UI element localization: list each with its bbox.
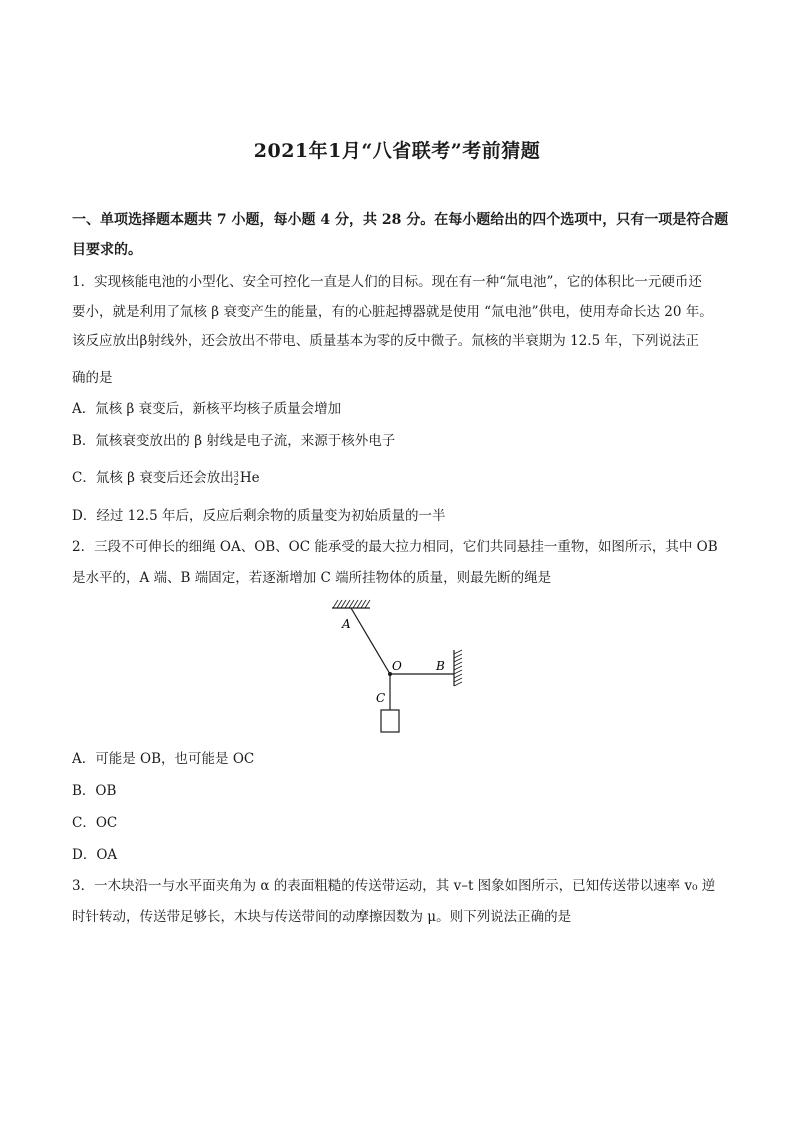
q2-line-1: 2．三段不可伸长的细绳 OA、OB、OC 能承受的最大拉力相同，它们共同悬挂一重物，如图所示，其中 OB bbox=[72, 539, 718, 555]
q1-option-a: A．氚核 β 衰变后，新核平均核子质量会增加 bbox=[72, 401, 342, 417]
q1-line-1: 1．实现核能电池的小型化、安全可控化一直是人们的目标。现在有一种“氚电池”，它的体积比一元硬币还 bbox=[72, 274, 702, 290]
q2-line-2: 是水平的，A 端、B 端固定，若逐渐增加 C 端所挂物体的质量，则最先断的绳是 bbox=[72, 570, 552, 586]
q2-option-d: D．OA bbox=[72, 847, 118, 863]
hanging-weight bbox=[381, 710, 399, 732]
q1-line-4: 确的是 bbox=[72, 370, 113, 386]
q2-option-a: A．可能是 OB，也可能是 OC bbox=[72, 751, 255, 767]
q3-line-2: 时针转动，传送带足够长，木块与传送带间的动摩擦因数为 μ。则下列说法正确的是 bbox=[72, 909, 572, 925]
q2-option-b: B．OB bbox=[72, 783, 117, 799]
label-b: B bbox=[436, 659, 445, 673]
q3-line-1: 3．一木块沿一与水平面夹角为 α 的表面粗糙的传送带运动，其 v–t 图象如图所示，已知传送带以速率 v₀ 逆 bbox=[72, 878, 716, 894]
wall-hatch bbox=[454, 650, 462, 686]
q1-line-2: 要小，就是利用了氚核 β 衰变产生的能量，有的心脏起搏器就是使用 “氚电池”供电，使用寿命长达 20 年。 bbox=[72, 304, 713, 320]
label-a: A bbox=[342, 617, 351, 631]
q1-option-c bbox=[72, 468, 260, 488]
label-c: C bbox=[376, 691, 386, 705]
q1-option-b: B．氚核衰变放出的 β 射线是电子流，来源于核外电子 bbox=[72, 433, 396, 449]
helium-charge-number: 2 bbox=[233, 477, 239, 487]
page-title: 2021年1月“八省联考”考前猜题 bbox=[253, 140, 541, 162]
helium-symbol: He bbox=[239, 470, 260, 486]
q1-option-d: D．经过 12.5 年后，反应后剩余物的质量变为初始质量的一半 bbox=[72, 508, 446, 524]
section-heading: 一、单项选择题本题共 7 小题，每小题 4 分，共 28 分。在每小题给出的四个选项中，只有一项是符合题目要求的。 bbox=[72, 212, 729, 258]
ceiling-hatch bbox=[333, 600, 370, 608]
q2-option-c: C．OC bbox=[72, 815, 118, 831]
q1-option-c-text: C．氚核 β 衰变后还会放出 bbox=[72, 470, 234, 486]
rope-oa bbox=[351, 608, 390, 674]
rope-diagram bbox=[320, 598, 470, 738]
q1-line-3: 该反应放出β射线外，还会放出不带电、质量基本为零的反中微子。氚核的半衰期为 12.5 年，下列说法正 bbox=[72, 333, 699, 349]
helium-isotope bbox=[234, 468, 260, 488]
helium-mass-number: 3 bbox=[233, 469, 239, 479]
label-o: O bbox=[392, 659, 402, 673]
